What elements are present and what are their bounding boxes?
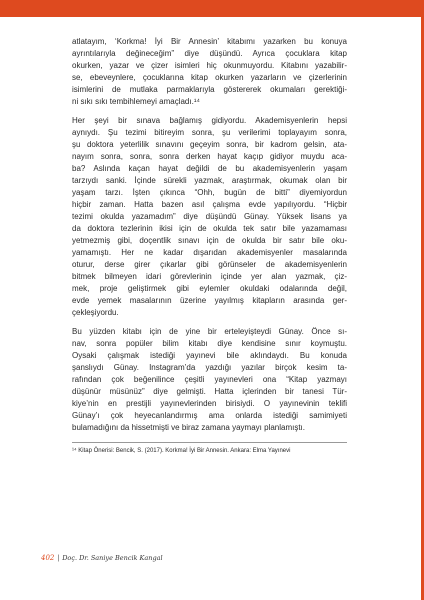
text-line: Bu yüzden kitabı için de yine bir erteleyişteydi Günay. Önce sı- [72,327,347,336]
text-line: şanslıydı Günay. Instagram’da yazdığı yazılar birçok kesim ta- [72,363,347,372]
text-line: çekleşiyordu. [72,308,119,317]
paragraph-1 [72,36,347,108]
text-line: nav, sonra popüler bilim kitabı diye kendisine sınır koymuştu. [72,339,347,348]
text-line: düşünür müsünüz” diye gelmişti. Hatta içlerinden bir tanesi Tür- [72,387,347,396]
paragraph-3 [72,326,347,434]
text-line: yamamıştı. Her ne kadar dışarıdan akademisyenler masalarında [72,248,347,257]
footer-separator: | [57,554,60,562]
text-line: nayım sonra, sonra, sonra derken hayat kaçıp gidiyor muydu aca- [72,152,347,161]
text-line: oturur, derse girer çıkarlar gibi görünseler de akademisyenlerin [72,260,347,269]
text-line: şu doktora yeterlilik sınavını geçeyim sonra, bir kadrom gelsin, ata- [72,140,347,149]
text-line: Her şeyi bir sınava bağlamış gidiyordu. Akademisyenlerin hepsi [72,116,347,125]
text-line: mek, proje geliştirmek gibi eylemler okuldaki odalarında değil, [72,284,347,293]
body-text [72,36,347,456]
text-line: aynıydı. Şu tezimi bitireyim sonra, şu verilerimi toplayayım sonra, [72,128,347,137]
text-line: Günay’ı çok heyecanlandırmış ama onlarda istediği samimiyeti [72,411,347,420]
text-line: se, ebeveynlere, çocuklarına kitap okurken yazarların ve çizerlerinin [72,73,347,82]
text-line: rafından çok beğenilince çeşitli yayınevleri ona “Kitap yazmayı [72,375,347,384]
text-line: tarzıydı sanki. İçinde sürekli yazmak, araştırmak, okumak olan bir [72,176,347,185]
author-name: Doç. Dr. Saniye Bencik Kangal [62,554,163,562]
text-line: evde yemek masalarının üzerine yayılmış kitapların arasında ger- [72,296,347,305]
text-line: da doktora tezlerinin ikisi için de okulda tek satır bile yazamaması [72,224,347,233]
paragraph-2 [72,115,347,319]
top-color-band [0,0,424,17]
footnote: ¹⁴ Kitap Önerisi: Bencik, S. (2017). Korkma! İyi Bir Annesin. Ankara: Elma Yayınevi [72,448,291,454]
footnote-divider [72,442,347,443]
text-line: ni sıkı sıkı tembihlemeyi amaçladı.¹⁴ [72,97,200,106]
text-line: hiçbir zaman. Hatta bazen asıl çalışma evde yapılıyordu. “Hiçbir [72,200,347,209]
text-line: Oysaki çalışmak istediği yayınevi bile aklındaydı. Bu konuda [72,351,347,360]
text-line: atlatayım, ‘Korkma! İyi Bir Annesin’ kitabımı yazarken bu konuya [72,37,347,46]
text-line: ba? Aslında kaçan hayat değildi de bu akademisyenlerin yaşam [72,164,347,173]
text-line: yetmezmiş gibi, doçentlik sınavı için de okulda bir satır bile oku- [72,236,347,245]
text-line: isimlerini de mutlaka parmaklarıyla göstererek okumaları gerektiği- [72,85,347,94]
page-footer [41,554,163,562]
text-line: yaşam tarzı. İşten çıkınca “Ohh, bugün de bitti” diyemiyordun [72,188,347,197]
text-line: tezimi okulda yazamadım” diye düşündü Günay. Yüksek lisans ya [72,212,347,221]
text-line: ayrıntılarıyla değineceğim” diye düşündü. Ayrıca çocuklara kitap [72,49,347,58]
page-number: 402 [41,554,55,562]
text-line: bulamadığını da hissetmişti ve biraz zamana yaymayı planlamıştı. [72,423,305,432]
text-line: okurken, yazar ve çizer isimleri hiç okunmuyordu. Kitabını yazabilir- [72,61,347,70]
text-line: bitmek bilmeyen idari görevlerinin içinde yer alan yazmak, çiz- [72,272,347,281]
text-line: kiye’nin en prestijli yayınevlerinden birisiydi. O yayınevinin teklifi [72,399,347,408]
